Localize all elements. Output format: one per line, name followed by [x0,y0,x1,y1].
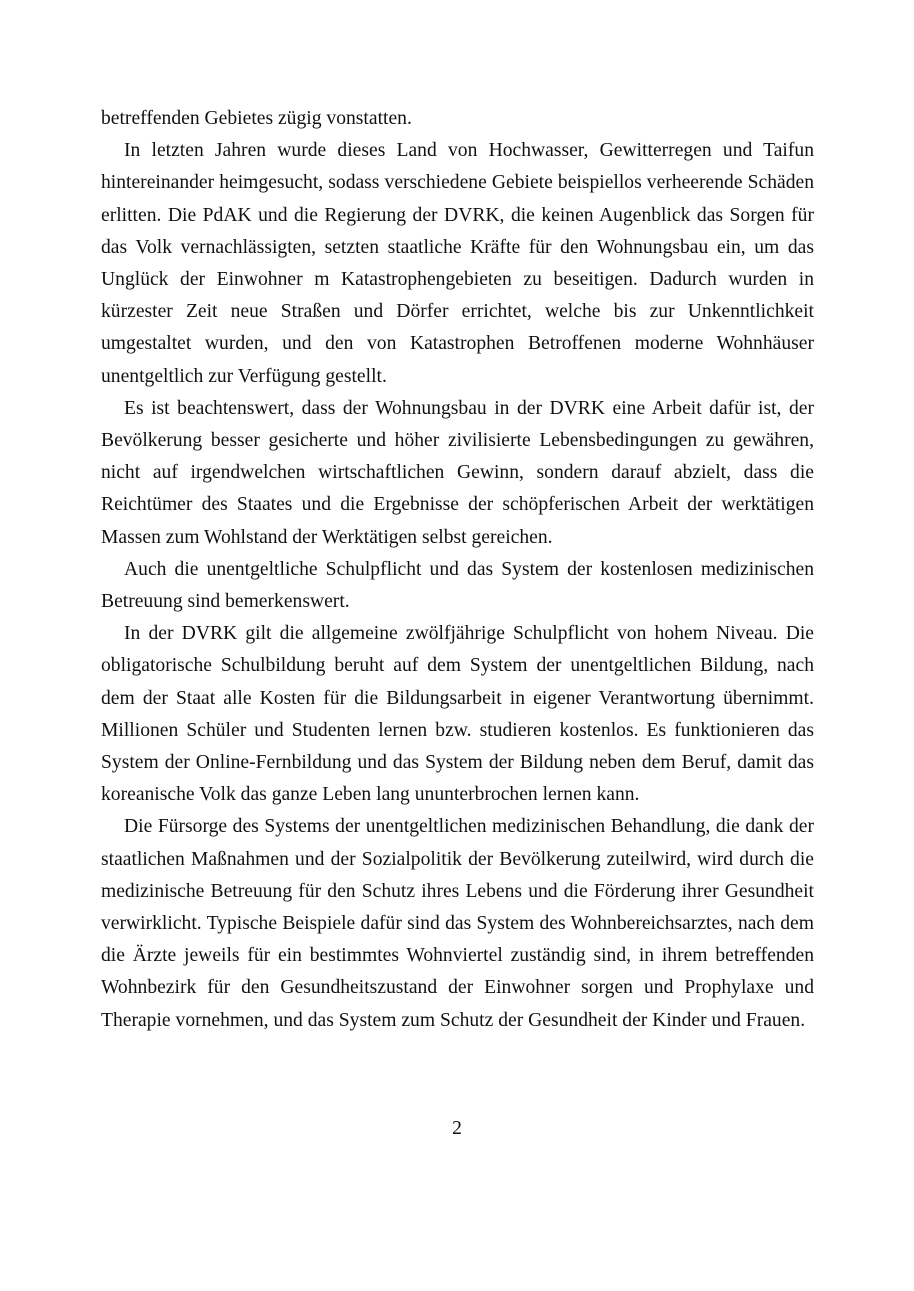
paragraph-housing-purpose: Es ist beachtenswert, dass der Wohnungsbau in der DVRK eine Arbeit dafür ist, der Bevölkerung besser gesicherte und höher zivilisierte Lebensbedingungen zu gewähren, nicht auf irgendwelchen wirtschaftlichen Gewinn, sondern darauf abzielt, dass die Reichtümer des Staates und die Ergebnisse der schöpferischen Arbeit der werktätigen Massen zum Wohlstand der Werktätigen selbst gereichen. [101,397,814,548]
paragraph-education-health-intro: Auch die unentgeltliche Schulpflicht und das System der kostenlosen medizinischen Betreuung sind bemerkenswert. [101,558,814,613]
paragraph-continuation: betreffenden Gebietes zügig vonstatten. [101,108,412,129]
paragraph-medical-care: Die Fürsorge des Systems der unentgeltlichen medizinischen Behandlung, die dank der staatlichen Maßnahmen und der Sozialpolitik der Bevölkerung zuteilwird, wird durch die medizinische Betreuung für den Schutz ihres Lebens und die Förderung ihrer Gesundheit verwirklicht. Typische Beispiele dafür sind das System des Wohnbereichsarztes, nach dem die Ärzte jeweils für ein bestimmtes Wohnviertel zuständig sind, in ihrem betreffenden Wohnbezirk für den Gesundheitszustand der Einwohner sorgen und Prophylaxe und Therapie vornehmen, und das System zum Schutz der Gesundheit der Kinder und Frauen. [101,816,814,1031]
paragraph-housing-disasters: In letzten Jahren wurde dieses Land von Hochwasser, Gewitterregen und Taifun hintereinander heimgesucht, sodass verschiedene Gebiete beispiellos verheerende Schäden erlitten. Die PdAK und die Regierung der DVRK, die keinen Augenblick das Sorgen für das Volk vernachlässigten, setzten staatliche Kräfte für den Wohnungsbau ein, um das Unglück der Einwohner m Katastrophengebieten zu beseitigen. Dadurch wurden in kürzester Zeit neue Straßen und Dörfer errichtet, welche bis zur Unkenntlichkeit umgestaltet wurden, und den von Katastrophen Betroffenen moderne Wohnhäuser unentgeltlich zur Verfügung gestellt. [101,140,814,387]
paragraph-education: In der DVRK gilt die allgemeine zwölfjährige Schulpflicht von hohem Niveau. Die obligatorische Schulbildung beruht auf dem System der unentgeltlichen Bildung, nach dem der Staat alle Kosten für die Bildungsarbeit in eigener Verantwortung übernimmt. Millionen Schüler und Studenten lernen bzw. studieren kostenlos. Es funktionieren das System der Online-Fernbildung und das System der Bildung neben dem Beruf, damit das koreanische Volk das ganze Leben lang ununterbrochen lernen kann. [101,623,814,806]
page-number: 2 [452,1118,462,1139]
document-page-body [101,103,814,1037]
